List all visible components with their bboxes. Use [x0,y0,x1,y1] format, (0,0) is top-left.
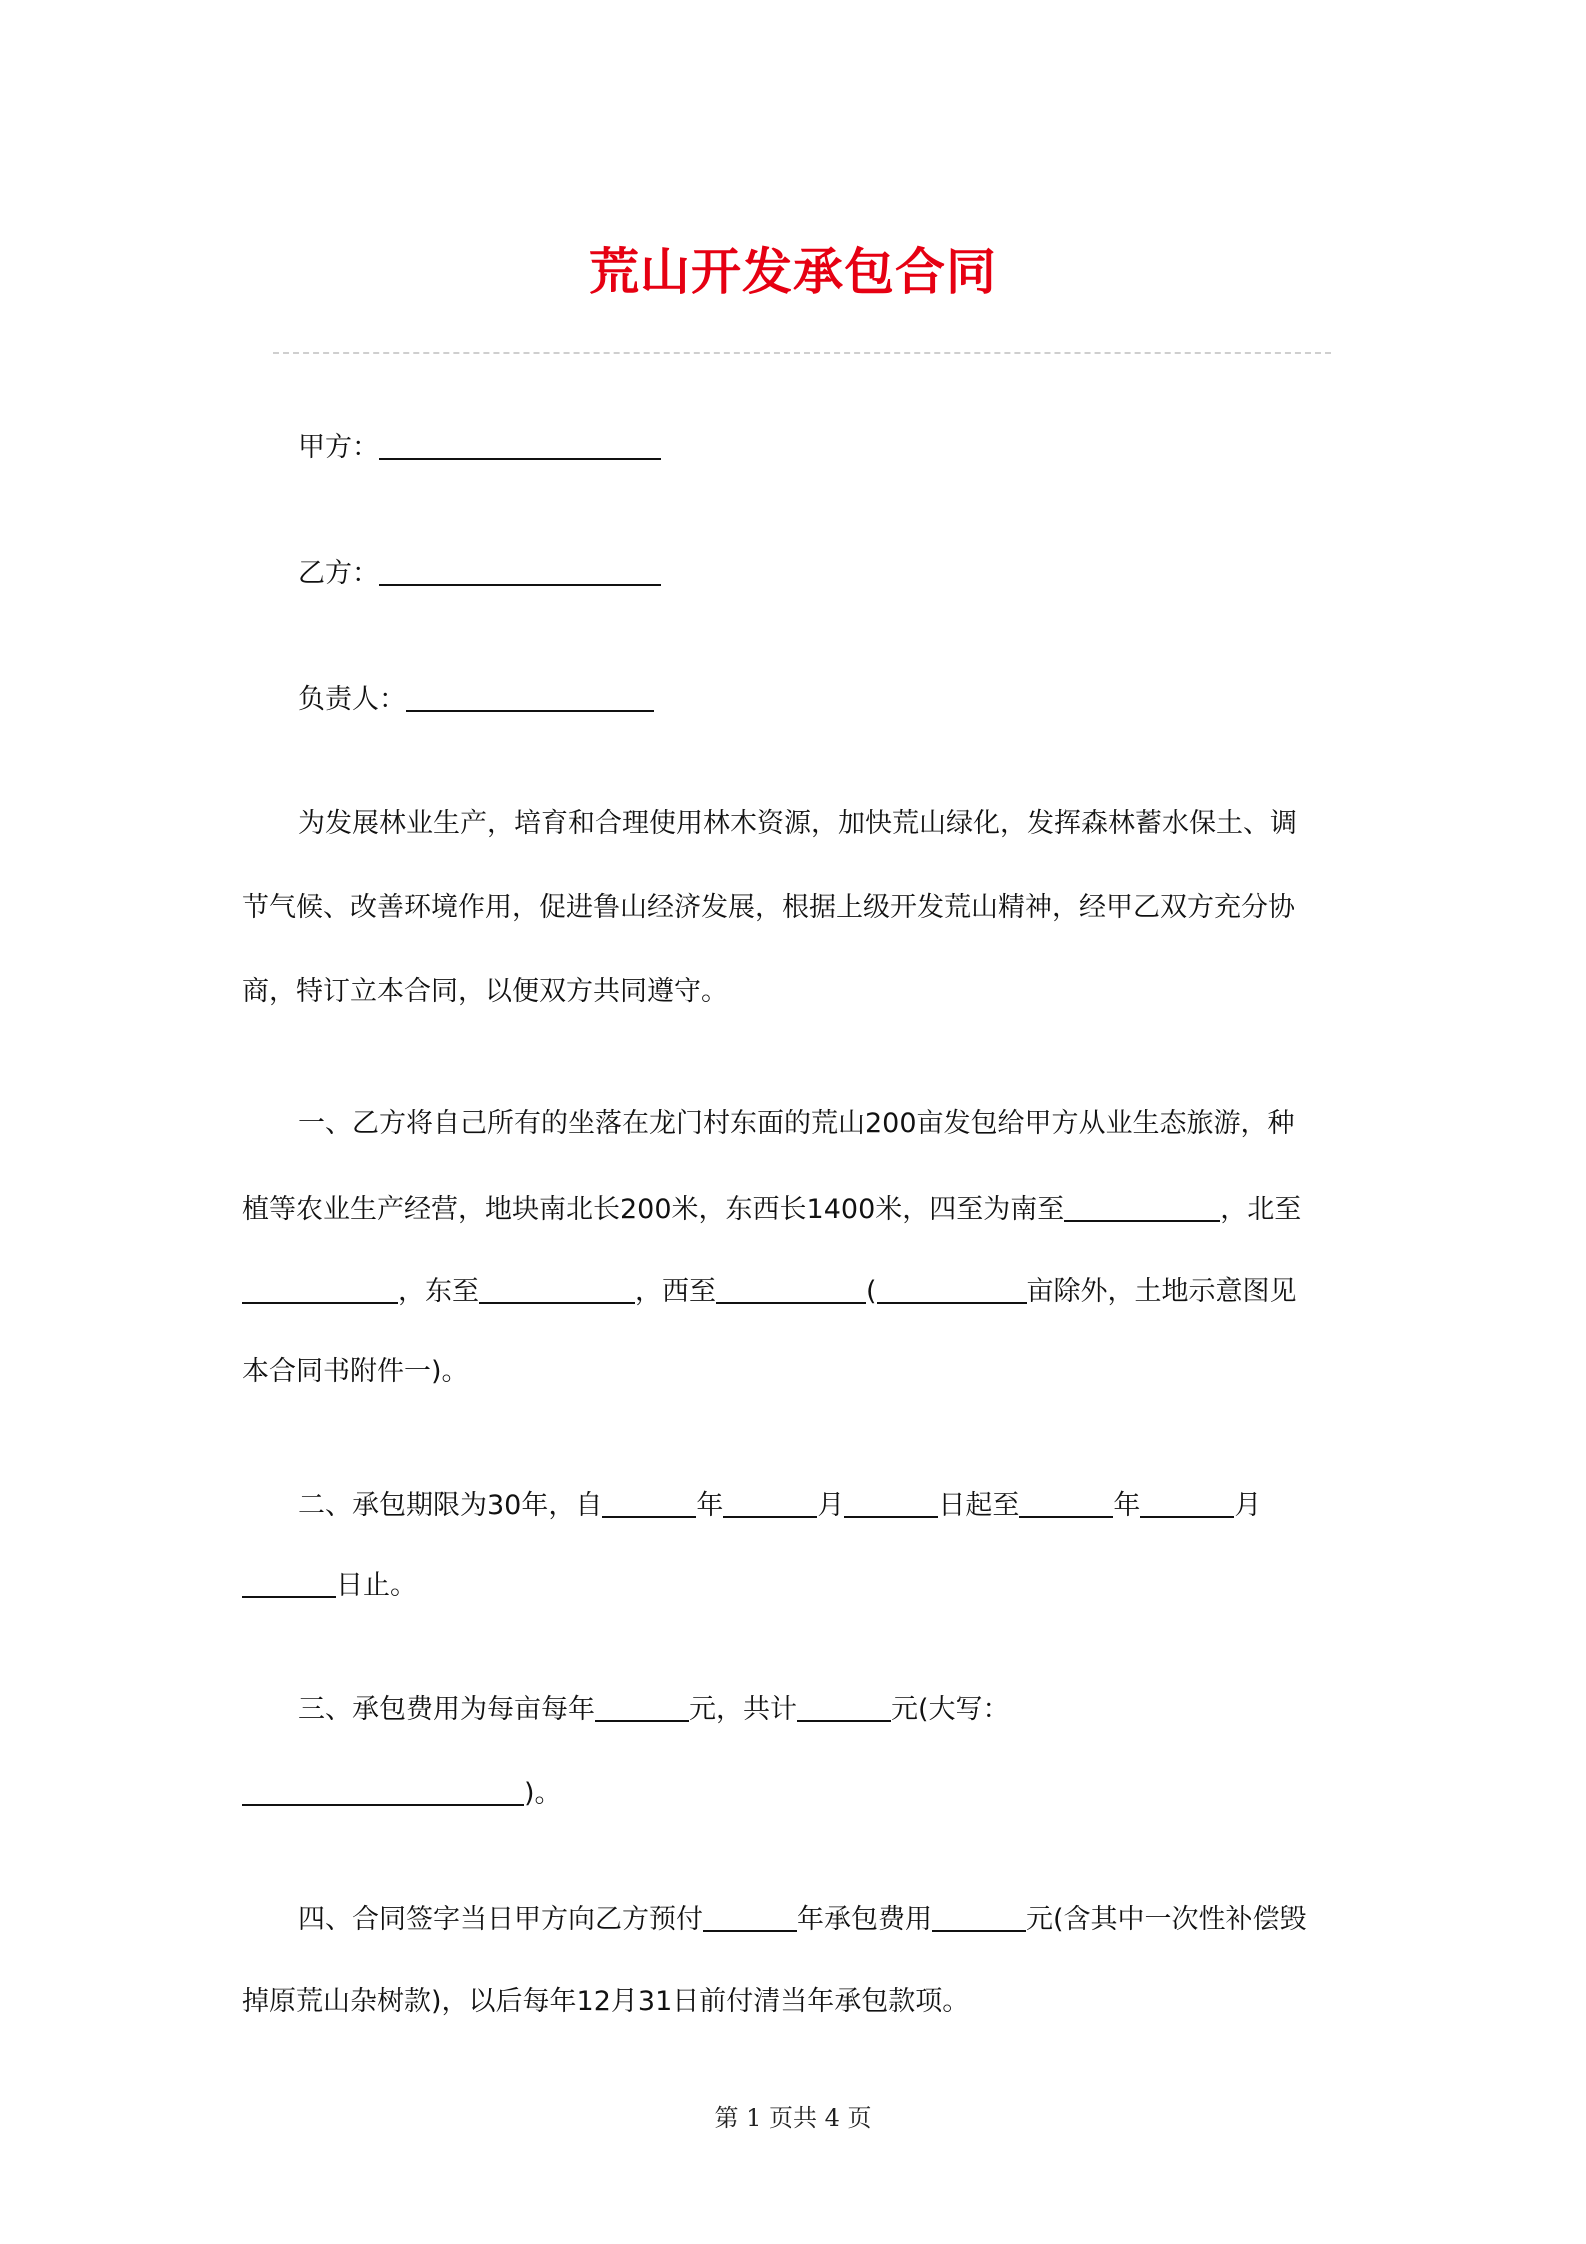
clause4-text-1c: 元(含其中一次性补偿毁 [1026,1904,1307,1935]
clause2-line-2 [242,1566,417,1604]
clause4-line-1 [298,1900,1307,1938]
end-day-blank [242,1570,336,1598]
start-month-blank [723,1490,817,1518]
end-month-blank [1140,1490,1234,1518]
dashed-divider [273,352,1331,354]
clause1-text-2a: 植等农业生产经营，地块南北长200米，东西长1400米，四至为南至 [242,1194,1065,1225]
party-b-blank [379,558,661,586]
clause3-text-1c: 元(大写： [891,1694,1010,1725]
clause3-line-2 [242,1774,562,1812]
clause2-text-2: 日止。 [336,1570,417,1601]
clause2-text-1e: 年 [1113,1490,1141,1521]
north-boundary-blank [242,1276,398,1304]
south-boundary-blank [1064,1194,1220,1222]
clause4-text-1a: 四、合同签字当日甲方向乙方预付 [298,1904,703,1935]
intro-line-1: 为发展林业生产，培育和合理使用林木资源，加快荒山绿化，发挥森林蓄水保土、调 [298,808,1297,839]
east-boundary-blank [479,1276,635,1304]
intro-line-2: 节气候、改善环境作用，促进鲁山经济发展，根据上级开发荒山精神，经甲乙双方充分协 [242,892,1295,923]
excluded-area-blank [877,1276,1027,1304]
clause1-line-4: 本合同书附件一)。 [242,1356,469,1387]
prepay-years-blank [703,1904,797,1932]
clause1-line-1: 一、乙方将自己所有的坐落在龙门村东面的荒山200亩发包给甲方从业生态旅游，种 [298,1108,1295,1139]
clause1-text-2b: ，北至 [1220,1194,1302,1225]
clause2-text-1c: 月 [817,1490,845,1521]
clause1-text-3a: ，东至 [398,1276,479,1307]
west-boundary-blank [716,1276,866,1304]
responsible-line [298,680,654,718]
clause1-line-2 [242,1190,1301,1228]
start-year-blank [602,1490,696,1518]
prepay-amount-blank [932,1904,1026,1932]
fee-capital-blank [242,1778,524,1806]
fee-per-mu-blank [595,1694,689,1722]
clause2-text-1f: 月 [1234,1490,1262,1521]
clause2-line-1 [298,1486,1261,1524]
clause1-text-3d: 亩除外，土地示意图见 [1026,1276,1297,1307]
clause3-text-2: )。 [524,1778,562,1809]
party-a-blank [379,432,661,460]
clause3-text-1a: 三、承包费用为每亩每年 [298,1694,595,1725]
page-footer: 第 1 页共 4 页 [714,2104,872,2132]
intro-line-3: 商，特订立本合同，以便双方共同遵守。 [242,976,728,1007]
party-a-label: 甲方： [298,432,379,463]
clause2-text-1d: 日起至 [938,1490,1020,1521]
party-a-line [298,428,661,466]
fee-total-blank [797,1694,891,1722]
party-b-line [298,554,661,592]
clause2-text-1b: 年 [696,1490,724,1521]
responsible-label: 负责人： [298,684,406,715]
end-year-blank [1019,1490,1113,1518]
clause1-text-3b: ，西至 [635,1276,716,1307]
party-b-label: 乙方： [298,558,379,589]
responsible-blank [406,684,654,712]
clause4-text-1b: 年承包费用 [797,1904,932,1935]
clause1-text-3c: ( [866,1276,877,1307]
document-title: 荒山开发承包合同 [589,243,997,301]
clause3-text-1b: 元，共计 [689,1694,797,1725]
clause2-text-1a: 二、承包期限为30年，自 [298,1490,603,1521]
start-day-blank [844,1490,938,1518]
clause3-line-1 [298,1690,1010,1728]
clause1-line-3 [242,1272,1297,1310]
clause4-line-2: 掉原荒山杂树款)，以后每年12月31日前付清当年承包款项。 [242,1986,970,2017]
